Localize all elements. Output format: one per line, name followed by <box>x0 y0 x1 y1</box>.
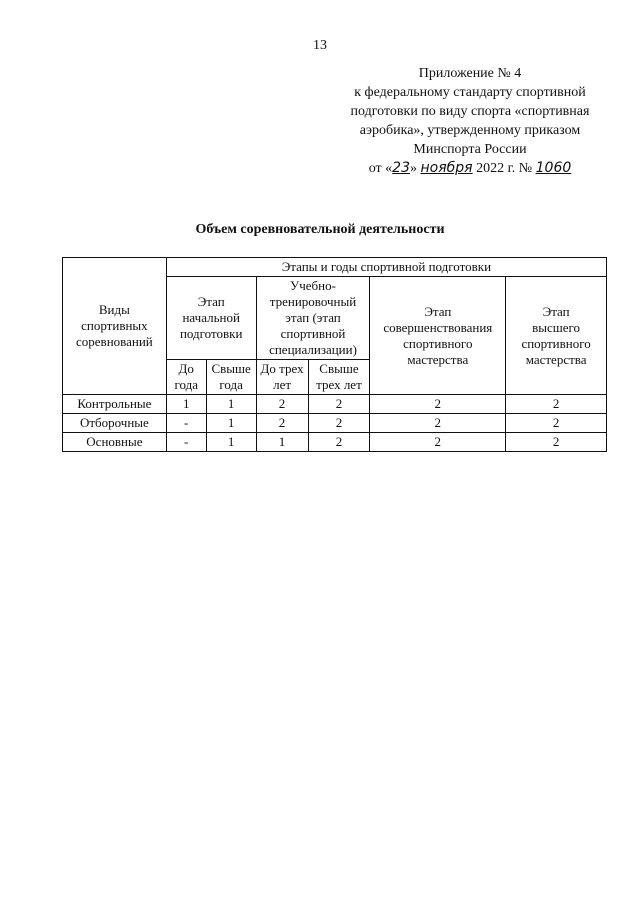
table-cell: - <box>166 433 206 452</box>
date-prefix: от « <box>368 161 393 176</box>
table-cell: 2 <box>506 395 607 414</box>
competition-volume-table <box>62 257 607 452</box>
table-cell: 2 <box>256 395 308 414</box>
table-cell: 2 <box>308 395 370 414</box>
table-row <box>63 414 607 433</box>
table-row <box>63 433 607 452</box>
table-cell: 2 <box>370 395 506 414</box>
table-cell: 2 <box>506 414 607 433</box>
appendix-line: Минспорта России <box>413 142 527 157</box>
date-mid: » <box>410 161 417 176</box>
order-date-line <box>330 159 610 178</box>
year-part: 2022 г. № <box>476 161 533 176</box>
table-row <box>63 395 607 414</box>
table-cell: 2 <box>308 414 370 433</box>
subheader-initial-over-year: Свыше года <box>206 360 256 395</box>
row-label: Контрольные <box>63 395 167 414</box>
table-cell: 2 <box>308 433 370 452</box>
table-cell: - <box>166 414 206 433</box>
table-cell: 2 <box>370 433 506 452</box>
appendix-line: к федеральному стандарту спортивной <box>354 85 586 100</box>
document-title: Объем соревновательной деятельности <box>195 222 445 237</box>
handwritten-day: 23 <box>392 160 410 176</box>
header-stage-highest: Этап высшего спортивного мастерства <box>506 277 607 395</box>
subheader-initial-up-to-year: До года <box>166 360 206 395</box>
table-cell: 1 <box>166 395 206 414</box>
header-stage-perfection: Этап совершенствования спортивного мастерства <box>370 277 506 395</box>
handwritten-month: ноября <box>420 160 473 176</box>
table-cell: 1 <box>206 414 256 433</box>
subheader-training-up-to-three: До трех лет <box>256 360 308 395</box>
appendix-block <box>330 64 610 178</box>
table-cell: 1 <box>206 395 256 414</box>
header-stage-training: Учебно- тренировочный этап (этап спортивной специализации) <box>256 277 370 360</box>
page-number: 13 <box>313 38 327 53</box>
subheader-training-over-three: Свыше трех лет <box>308 360 370 395</box>
header-stages: Этапы и годы спортивной подготовки <box>166 258 606 277</box>
table-cell: 2 <box>256 414 308 433</box>
header-stage-initial: Этап начальной подготовки <box>166 277 256 360</box>
header-competition-types: Виды спортивных соревнований <box>63 258 167 395</box>
table-cell: 1 <box>256 433 308 452</box>
row-label: Основные <box>63 433 167 452</box>
appendix-line: Приложение № 4 <box>418 66 522 81</box>
table-cell: 2 <box>506 433 607 452</box>
appendix-line: аэробика», утвержденному приказом <box>359 123 581 138</box>
handwritten-order-number: 1060 <box>535 160 572 176</box>
table-cell: 1 <box>206 433 256 452</box>
row-label: Отборочные <box>63 414 167 433</box>
appendix-line: подготовки по виду спорта «спортивная <box>350 104 590 119</box>
table-cell: 2 <box>370 414 506 433</box>
